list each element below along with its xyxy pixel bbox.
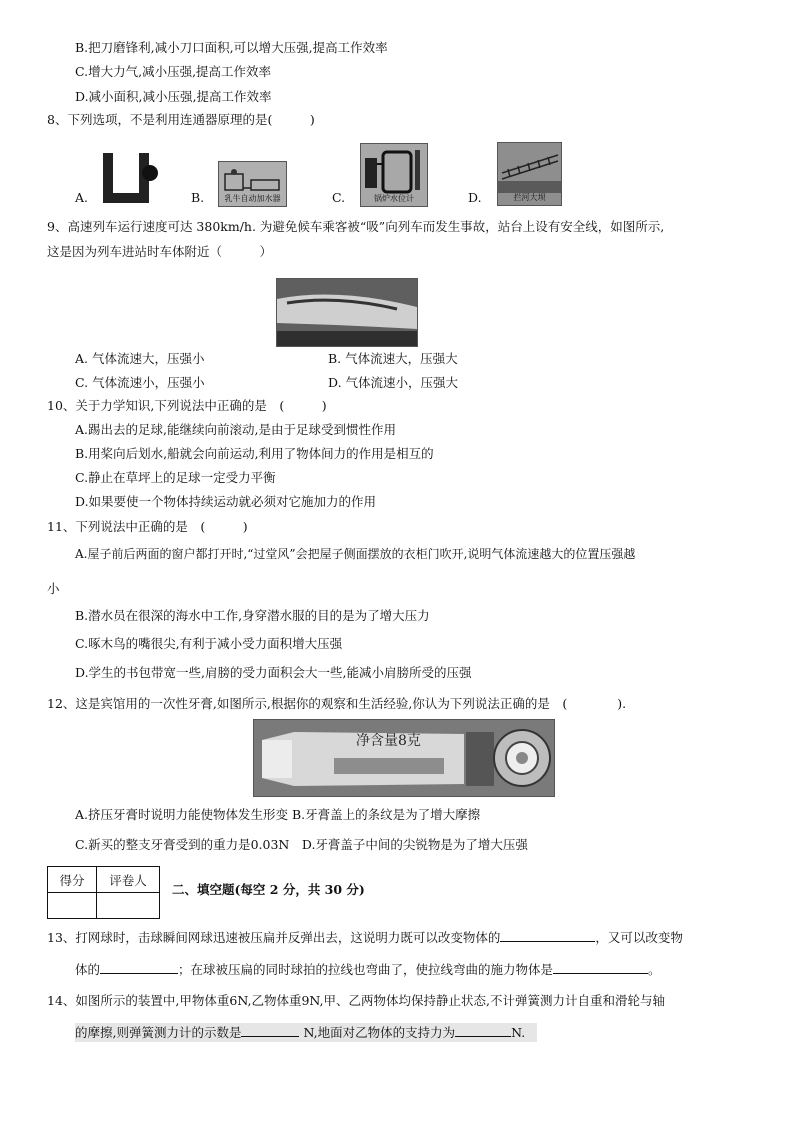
q10-stem: 10、关于力学知识,下列说法中正确的是 ( ) bbox=[47, 398, 327, 413]
q14-line2-pre: 的摩擦,则弹簧测力计的示数是 bbox=[75, 1025, 242, 1040]
q8-image-d-dam bbox=[497, 142, 562, 206]
q13-line1 bbox=[47, 928, 683, 947]
q8-caption-b: 乳牛自动加水器 bbox=[224, 194, 281, 203]
q8-label-d: D. bbox=[468, 190, 482, 205]
q14-line1: 14、如图所示的装置中,甲物体重6N,乙物体重9N,甲、乙两物体均保持静止状态,不计弹簧测力计自重和滑轮与轴 bbox=[47, 993, 665, 1008]
q11-stem: 11、下列说法中正确的是 ( ) bbox=[47, 519, 248, 534]
q11-option-a-line1: A.屋子前后两面的窗户都打开时,“过堂风”会把屋子侧面摆放的衣柜门吹开,说明气体流速越大的位置压强越 bbox=[75, 547, 636, 561]
q12-stem: 12、这是宾馆用的一次性牙膏,如图所示,根据你的观察和生活经验,你认为下列说法正确的是 ( ). bbox=[47, 696, 627, 711]
q10-option-c: C.静止在草坪上的足球一定受力平衡 bbox=[75, 470, 276, 485]
q9-option-a: A. 气体流速大，压强小 bbox=[75, 351, 205, 366]
q13-line2-mid: ；在球被压扁的同时球拍的拉线也弯曲了，使拉线弯曲的施力物体是 bbox=[178, 962, 554, 977]
q9-stem-line1: 9、高速列车运行速度可达 380km/h. 为避免候车乘客被“吸”向列车而发生事故，站台上设有安全线，如图所示, bbox=[47, 219, 665, 234]
q13-line1-pre: 13、打网球时，击球瞬间网球迅速被压扁并反弹出去，这说明力既可以改变物体的 bbox=[47, 930, 501, 945]
q11-option-c: C.啄木鸟的嘴很尖,有利于减小受力面积增大压强 bbox=[75, 636, 343, 651]
q14-blank-2[interactable] bbox=[455, 1023, 511, 1037]
q14-blank-1[interactable] bbox=[241, 1023, 299, 1037]
q8-stem: 8、下列选项，不是利用连通器原理的是( ) bbox=[47, 112, 315, 127]
section2-title: 二、填空题(每空 2 分，共 30 分) bbox=[172, 882, 365, 897]
q13-blank-2[interactable] bbox=[100, 960, 178, 974]
q11-option-d: D.学生的书包带宽一些,肩膀的受力面积会大一些,能减小肩膀所受的压强 bbox=[75, 665, 472, 680]
q7-option-c: C.增大力气,减小压强,提高工作效率 bbox=[75, 64, 272, 79]
q11-option-a-line2: 小 bbox=[47, 581, 60, 596]
score-table bbox=[47, 866, 160, 919]
q9-option-b: B. 气体流速大，压强大 bbox=[328, 351, 458, 366]
q13-blank-3[interactable] bbox=[553, 960, 648, 974]
q12-options-ab: A.挤压牙膏时说明力能使物体发生形变 B.牙膏盖上的条纹是为了增大摩擦 bbox=[75, 807, 481, 822]
q14-line2-post: N. bbox=[511, 1025, 526, 1040]
q9-option-d: D. 气体流速小，压强大 bbox=[328, 375, 459, 390]
q8-image-b-cattle-water bbox=[218, 161, 287, 207]
q9-stem-line2: 这是因为列车进站时车体附近（ ） bbox=[47, 244, 273, 259]
score-table-col1-header: 得分 bbox=[48, 867, 97, 893]
q9-option-c: C. 气体流速小，压强小 bbox=[75, 375, 205, 390]
q8-label-b: B. bbox=[191, 190, 205, 205]
q13-line2-post: 。 bbox=[648, 962, 661, 977]
q13-blank-1[interactable] bbox=[500, 928, 595, 942]
q12-options-cd: C.新买的整支牙膏受到的重力是0.03N D.牙膏盖子中间的尖锐物是为了增大压强 bbox=[75, 837, 528, 852]
q8-image-c-boiler-gauge bbox=[360, 143, 428, 207]
q7-option-b: B.把刀磨锋利,减小刀口面积,可以增大压强,提高工作效率 bbox=[75, 40, 388, 55]
q13-line2-pre: 体的 bbox=[75, 962, 101, 977]
q8-image-a-u-tube bbox=[101, 151, 159, 207]
q8-label-a: A. bbox=[75, 190, 89, 205]
score-table-col2-header: 评卷人 bbox=[97, 867, 160, 893]
q9-image-high-speed-train bbox=[276, 278, 418, 347]
q10-option-d: D.如果要使一个物体持续运动就必须对它施加力的作用 bbox=[75, 494, 377, 509]
q14-line2-mid: N,地面对乙物体的支持力为 bbox=[299, 1025, 456, 1040]
score-cell bbox=[48, 893, 97, 919]
q14-line2 bbox=[75, 1023, 537, 1042]
q8-caption-c: 锅炉水位计 bbox=[374, 194, 414, 203]
q13-line1-post: ，又可以改变物 bbox=[595, 930, 683, 945]
q13-line2 bbox=[75, 960, 661, 979]
q11-option-b: B.潜水员在很深的海水中工作,身穿潜水服的目的是为了增大压力 bbox=[75, 608, 430, 623]
grader-cell bbox=[97, 893, 160, 919]
q12-image-toothpaste bbox=[253, 719, 555, 797]
q10-option-a: A.踢出去的足球,能继续向前滚动,是由于足球受到惯性作用 bbox=[75, 422, 396, 437]
q8-label-c: C. bbox=[332, 190, 346, 205]
q10-option-b: B.用桨向后划水,船就会向前运动,利用了物体间力的作用是相互的 bbox=[75, 446, 434, 461]
q12-image-label: 净含量8克 bbox=[356, 733, 421, 749]
q7-option-d: D.减小面积,减小压强,提高工作效率 bbox=[75, 89, 272, 104]
q8-caption-d: 拦河大坝 bbox=[513, 193, 546, 202]
